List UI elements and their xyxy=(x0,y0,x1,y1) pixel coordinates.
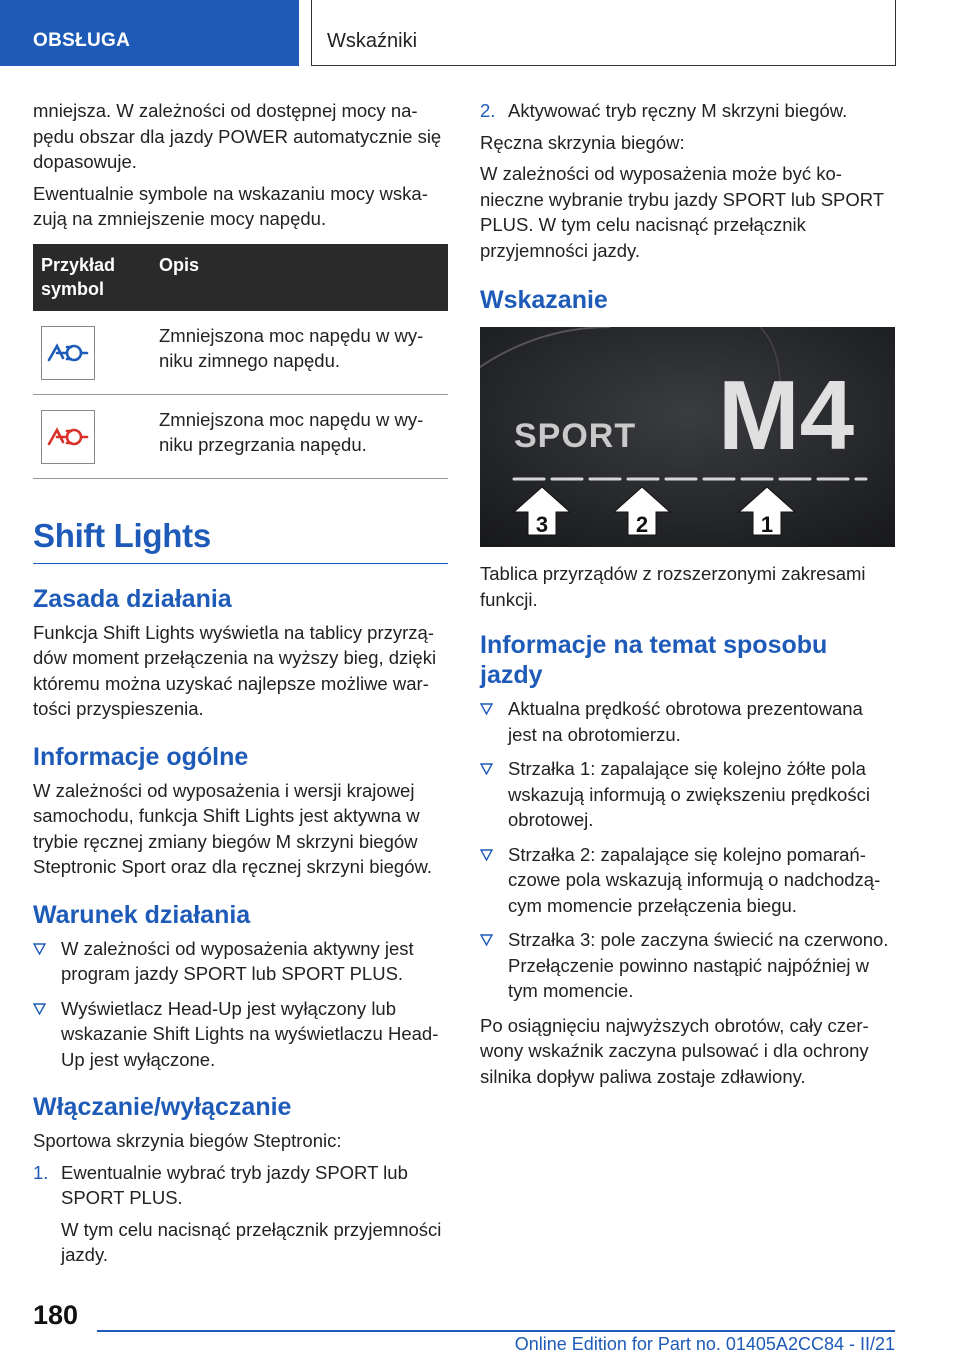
condition-list xyxy=(33,936,448,1073)
table-header-symbol: Przykład symbol xyxy=(33,244,151,311)
triangle-bullet-icon xyxy=(33,943,46,955)
chapter-title: Wskaźniki xyxy=(311,0,896,66)
step-text: Aktywować tryb ręczny M skrzyni biegów. xyxy=(508,100,848,121)
list-item xyxy=(480,98,895,124)
subsection-title-onoff: Włączanie/wyłączanie xyxy=(33,1093,292,1121)
right-column xyxy=(480,98,895,1095)
reduced-power-hot-icon xyxy=(41,410,95,464)
list-item: Strzałka 2: zapalające się kolejno pomarańczowe pola wskazują informują o nadchodzącym momencie przełączenia biegu. xyxy=(480,842,895,919)
subsection-title-condition: Warunek działania xyxy=(33,900,251,929)
arrow-label-3: 3 xyxy=(535,512,549,537)
page-header xyxy=(0,0,960,66)
subsection-title-display: Wskazanie xyxy=(480,286,608,314)
footer-divider xyxy=(97,1330,895,1332)
instrument-cluster-image xyxy=(480,327,895,547)
triangle-bullet-icon xyxy=(480,763,493,775)
image-caption: Tablica przyrządów z rozszerzonymi zakresami funkcji. xyxy=(480,563,866,610)
page-number: 180 xyxy=(33,1300,79,1330)
intro-paragraph-2: Ewentualnie symbole na wskazaniu mocy wskazują na zmniejszenie mocy napędu. xyxy=(33,182,428,229)
list-item: W zależności od wyposażenia aktywny jest program jazdy SPORT lub SPORT PLUS. xyxy=(33,936,448,987)
arrow-label-1: 1 xyxy=(760,512,774,537)
left-column xyxy=(33,98,448,1274)
step-text: Ewentualnie wybrać tryb jazdy SPORT lub SPORT PLUS. xyxy=(61,1161,408,1208)
chapter-tab: OBSŁUGA xyxy=(0,0,299,66)
triangle-bullet-icon xyxy=(480,934,493,946)
symbol-table xyxy=(33,244,448,479)
general-text: W zależności od wyposażenia i wersji krajowej samochodu, funkcja Shift Lights jest aktywna w trybie ręcznej zmiany biegów M skrzyni biegów Steptronic Sport oraz dla ręcznej skrzyni biegów. xyxy=(33,779,432,877)
onoff-steps xyxy=(33,1160,448,1268)
subsection-title-general: Informacje ogólne xyxy=(33,742,249,771)
row-description: Zmniejszona moc napędu w wyniku przegrzania napędu. xyxy=(151,394,448,478)
manual-title: Ręczna skrzynia biegów: xyxy=(480,131,685,153)
principle-text: Funkcja Shift Lights wyświetla na tablicy przyrządów moment przełączenia na wyższy bieg, dzięki któremu można uzyskać najlepsze możliwe wartości przyspieszenia. xyxy=(33,621,437,719)
onoff-text: Sportowa skrzynia biegów Steptronic: xyxy=(33,1130,342,1151)
subsection-title-principle: Zasada działania xyxy=(33,584,232,613)
footer-edition: Online Edition for Part no. 01405A2CC84 - II/21 xyxy=(514,1334,895,1354)
section-title-shift-lights: Shift Lights xyxy=(33,517,448,564)
list-item xyxy=(33,1160,448,1268)
step-number: 1. xyxy=(33,1161,49,1183)
step-number: 2. xyxy=(480,100,496,121)
table-row xyxy=(33,311,448,395)
arrow-label-2: 2 xyxy=(635,512,649,537)
onoff-steps-continued xyxy=(480,98,895,124)
reduced-power-cold-icon xyxy=(41,326,95,380)
closing-text: Po osiągnięciu najwyższych obrotów, cały czerwony wskaźnik zaczyna pulsować i dla ochrony silnika dopływ paliwa zostaje zdławiony. xyxy=(480,1014,869,1087)
intro-paragraph-1: mniejsza. W zależności od dostępnej mocy napędu obszar dla jazdy POWER automatycznie się dopasowuje. xyxy=(33,100,442,172)
list-item: Wyświetlacz Head-Up jest wyłączony lub wskazanie Shift Lights na wyświetlaczu Head-Up jest wyłączone. xyxy=(33,996,448,1073)
list-item: Aktualna prędkość obrotowa prezentowana jest na obrotomierzu. xyxy=(480,696,895,747)
step-subtext: W tym celu nacisnąć przełącznik przyjemności jazdy. xyxy=(61,1218,442,1265)
subsection-title-driving-info: Informacje na temat sposobu jazdy xyxy=(480,631,828,689)
list-item: Strzałka 1: zapalające się kolejno żółte pola wskazują informują o zwiększeniu prędkości obrotowej. xyxy=(480,756,895,833)
list-item: Strzałka 3: pole zaczyna świecić na czerwono. Przełączenie powinno nastąpić najpóźniej w tym momencie. xyxy=(480,927,895,1004)
display-mode-text: SPORT xyxy=(514,417,637,455)
driving-info-list xyxy=(480,696,895,1004)
triangle-bullet-icon xyxy=(33,1003,46,1015)
row-description: Zmniejszona moc napędu w wyniku zimnego napędu. xyxy=(151,311,448,395)
table-row xyxy=(33,394,448,478)
manual-text: W zależności od wyposażenia może być konieczne wybranie trybu jazdy SPORT lub SPORT PLUS. W tym celu nacisnąć przełącznik przyjemności jazdy. xyxy=(480,163,884,261)
triangle-bullet-icon xyxy=(480,703,493,715)
triangle-bullet-icon xyxy=(480,849,493,861)
table-header-description: Opis xyxy=(151,244,448,311)
display-gear-text: M4 xyxy=(718,360,855,470)
